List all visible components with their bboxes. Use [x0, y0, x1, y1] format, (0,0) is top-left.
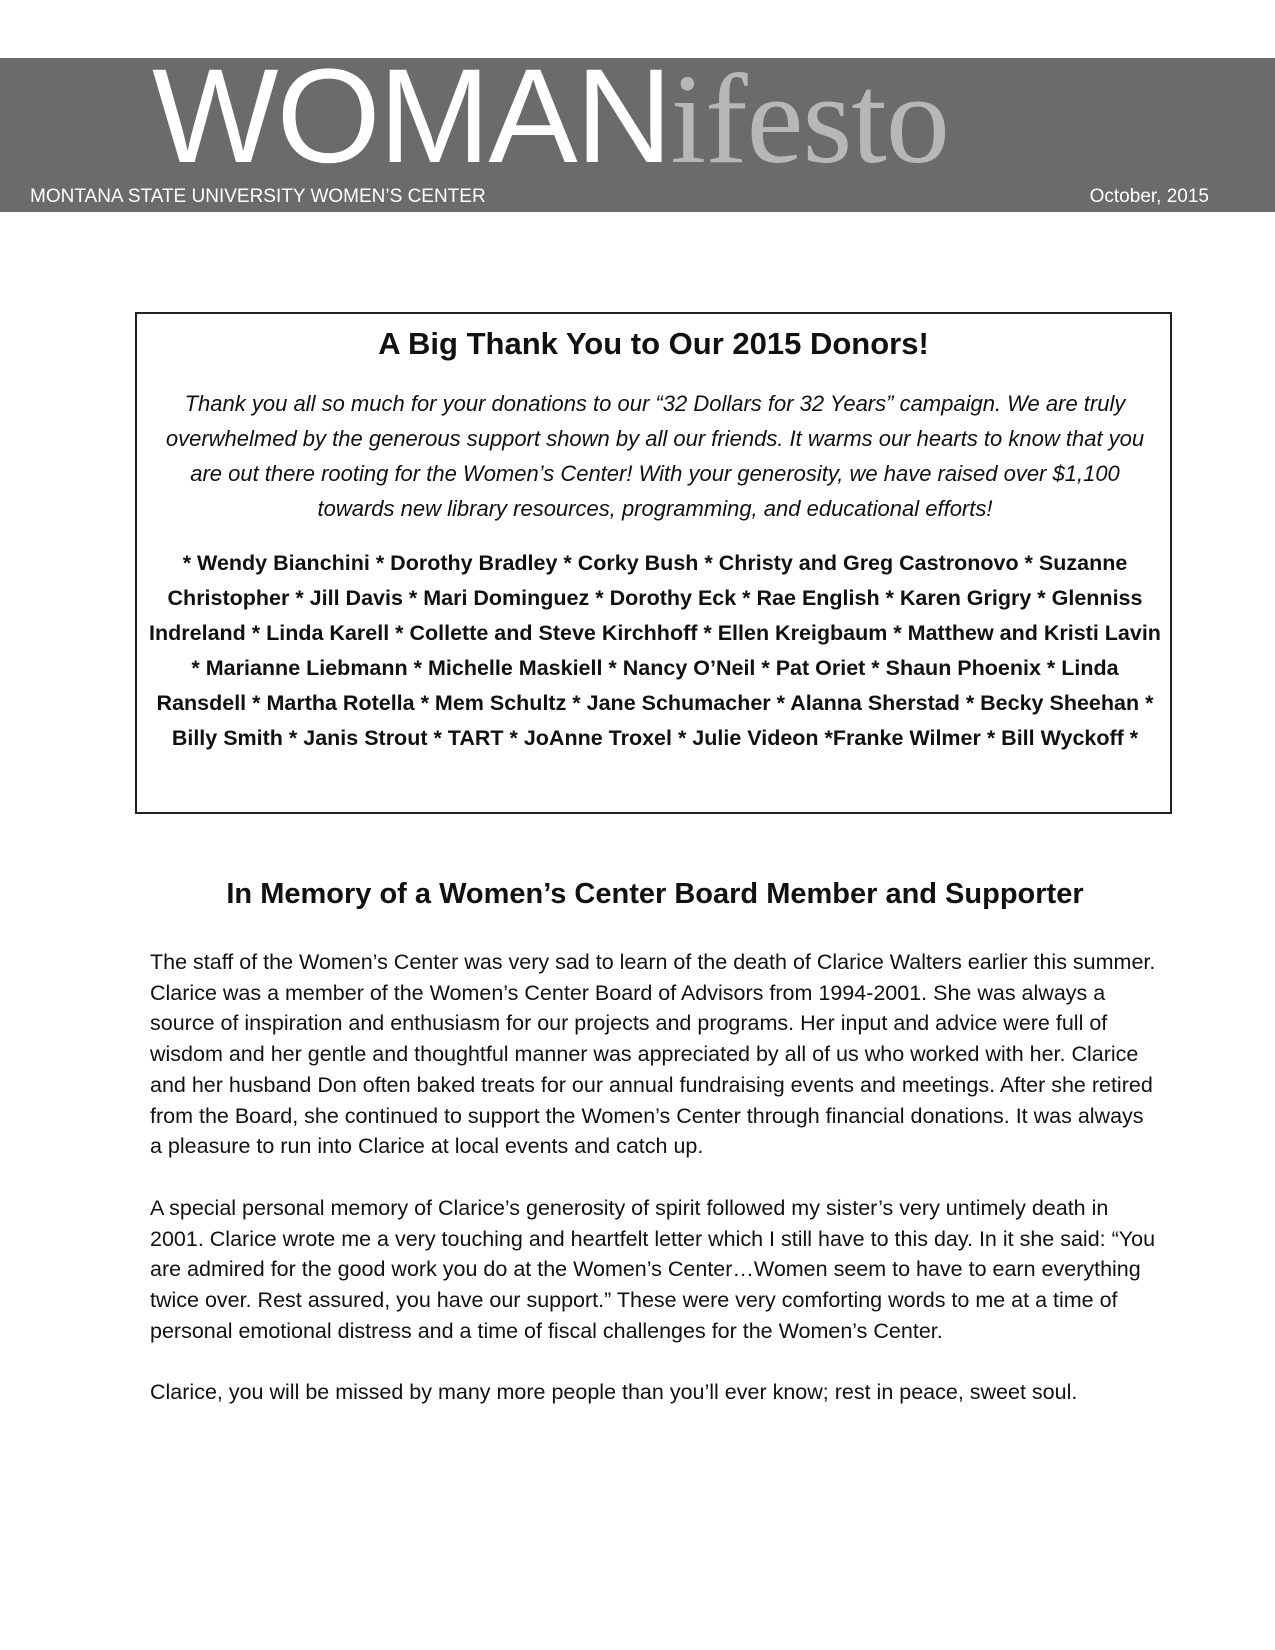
organization-name: MONTANA STATE UNIVERSITY WOMEN’S CENTER — [30, 186, 486, 207]
title-suffix: ifesto — [670, 58, 949, 190]
donors-box — [135, 312, 1172, 814]
donors-title: A Big Thank You to Our 2015 Donors! — [378, 326, 929, 361]
donors-intro: Thank you all so much for your donations to our “32 Dollars for 32 Years” campaign. We are truly overwhelmed by the generous support shown by all our friends. It warms our hearts to know that you are out there rooting for the Women’s Center! With your generosity, we have raised over $1,100 towards new library resources, programming, and educational efforts! — [165, 391, 1145, 521]
donors-list: * Wendy Bianchini * Dorothy Bradley * Corky Bush * Christy and Greg Castronovo * Suzanne Christopher * Jill Davis * Mari Dominguez * Dorothy Eck * Rae English * Karen Grigry * Glenniss Indreland * Linda Karell * Collette and Steve Kirchhoff * Ellen Kreigbaum * Matthew and Kristi Lavin * Marianne Liebmann * Michelle Maskiell * Nancy O’Neil * Pat Oriet * Shaun Phoenix * Linda Ransdell * Martha Rotella * Mem Schultz * Jane Schumacher * Alanna Sherstad * Becky Sheehan * Billy Smith * Janis Strout * TART * JoAnne Troxel * Julie Videon *Franke Wilmer * Bill Wyckoff * — [149, 551, 1161, 750]
issue-date: October, 2015 — [1089, 186, 1209, 207]
memory-paragraph-1: The staff of the Women’s Center was very sad to learn of the death of Clarice Walters earlier this summer. Clarice was a member of the Women’s Center Board of Advisors from 1994-2001. She was always a source of inspiration and enthusiasm for our projects and programs. Her input and advice were full of wisdom and her gentle and thoughtful manner was appreciated by all of us who worked with her. Clarice and her husband Don often baked treats for our annual fundraising events and meetings. After she retired from the Board, she continued to support the Women’s Center through financial donations. It was always a pleasure to run into Clarice at local events and catch up. — [150, 950, 1156, 1159]
memory-paragraph-3: Clarice, you will be missed by many more people than you’ll ever know; rest in peace, sweet soul. — [150, 1380, 1078, 1405]
title-main: WOMAN — [152, 58, 671, 191]
memory-article — [150, 947, 1160, 1439]
newsletter-title — [152, 58, 949, 191]
memory-paragraph-2: A special personal memory of Clarice’s generosity of spirit followed my sister’s very untimely death in 2001. Clarice wrote me a very touching and heartfelt letter which I still have to this day. In it she said: “You are admired for the good work you do at the Women’s Center…Women seem to have to earn everything twice over. Rest assured, you have our support.” These were very comforting words to me at a time of personal emotional distress and a time of fiscal challenges for the Women’s Center. — [150, 1195, 1156, 1343]
memory-title: In Memory of a Women’s Center Board Member and Supporter — [226, 878, 1084, 910]
newsletter-masthead — [0, 58, 1275, 212]
